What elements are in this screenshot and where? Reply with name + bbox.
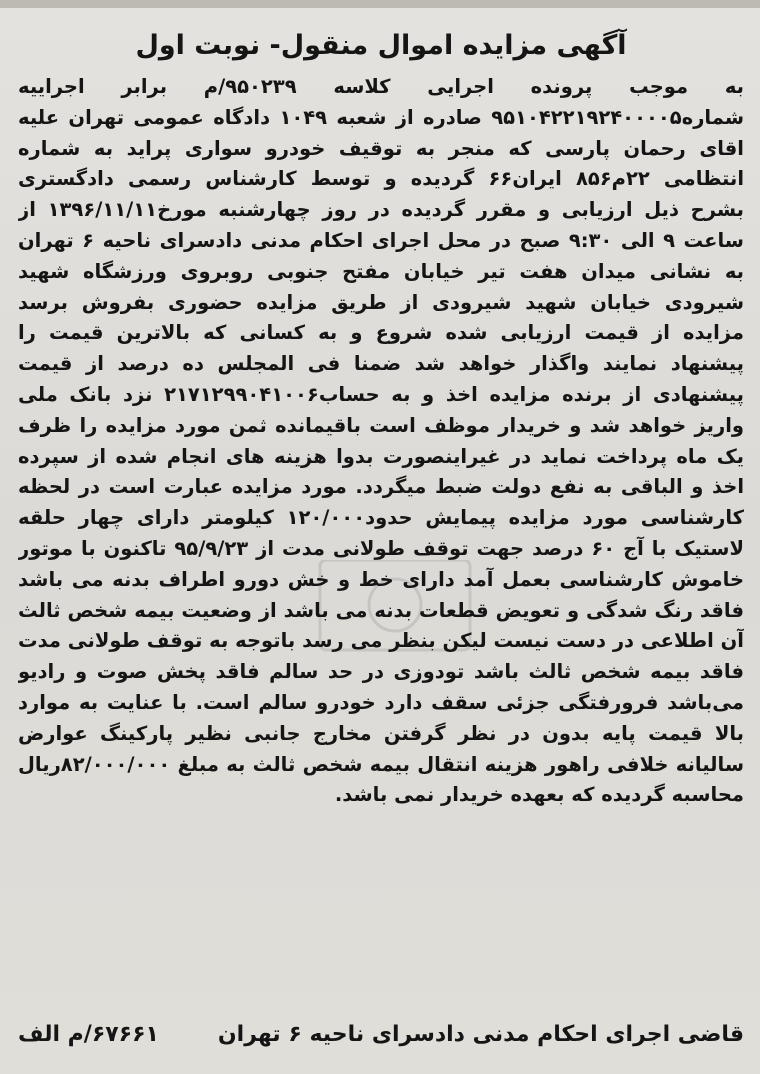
notice-title: آگهی مزایده اموال منقول- نوبت اول [135,30,627,61]
auction-notice [18,10,744,1066]
notice-footer [18,1014,744,1054]
notice-reference-number: ۶۷۶۶۱/م الف [18,1021,159,1047]
notice-signature: قاضی اجرای احکام مدنی دادسرای ناحیه ۶ تهران [217,1021,744,1047]
notice-body: به موجب پرونده اجرایی کلاسه ۹۵۰۲۳۹/م برابر اجراییه شماره۹۵۱۰۴۲۲۱۹۲۴۰۰۰۰۵ صادره از شعبه ۱۰۴۹ دادگاه عمومی تهران علیه اقای رحمان پارسی که منجر به توقیف خودرو سواری پراید به شماره انتظامی ۲۲م۸۵۶ ایران۶۶ گردیده و توسط کارشناس رسمی دادگستری بشرح ذیل ارزیابی و مقرر گردیده در روز چهارشنبه مورخ۱۳۹۶/۱۱/۱۱ از ساعت ۹ الی ۹:۳۰ صبح در محل اجرای احکام مدنی دادسرای ناحیه ۶ تهران به نشانی میدان هفت تیر خیابان مفتح جنوبی روبروی ورزشگاه شهید شیرودی خیابان شهید شیرودی از طریق مزایده حضوری بفروش برسد مزایده از قیمت ارزیابی شده شروع و به کسانی که بالاترین قیمت را پیشنهاد نمایند واگذار خواهد شد ضمنا فی المجلس ده درصد از قیمت پیشنهادی از برنده مزایده اخذ و به حساب۲۱۷۱۲۹۹۰۴۱۰۰۶ نزد بانک ملی واریز خواهد شد و خریدار موظف است باقیمانده ثمن مورد مزایده را ظرف یک ماه پرداخت نماید در غیراینصورت بدوا هزینه های انجام شده از سپرده اخذ و الباقی به نفع دولت ضبط میگردد. مورد مزایده عبارت است در لحظه کارشناسی مورد مزایده پیمایش حدود۱۲۰/۰۰۰ کیلومتر دارای چهار حلقه لاستیک با آج ۶۰ درصد جهت توقف طولانی مدت از ۹۵/۹/۲۳ تاکنون با موتور خاموش کارشناسی بعمل آمد دارای خط و خش دورو اطراف بدنه می باشد فاقد رنگ شدگی و تعویض قطعات بدنه می باشد از وضعیت بیمه شخص ثالث آن اطلاعی در دست نیست لیکن بنظر می رسد باتوجه به توقف طولانی مدت فاقد بیمه شخص ثالث باشد تودوزی در حد سالم فاقد پخش صوت و رادیو می‌باشد فرورفتگی جزئی سقف دارد خودرو سالم است. با عنایت به موارد بالا قیمت پایه بدون در نظر گرفتن مخارج جانبی نظیر پارکینگ عوارض سالیانه خلافی راهور هزینه انتقال بیمه شخص ثالث به مبلغ ۸۲/۰۰۰/۰۰۰ریال محاسبه گردیده که بعهده خریدار نمی باشد. [18,75,744,807]
top-edge-strip [0,0,760,8]
